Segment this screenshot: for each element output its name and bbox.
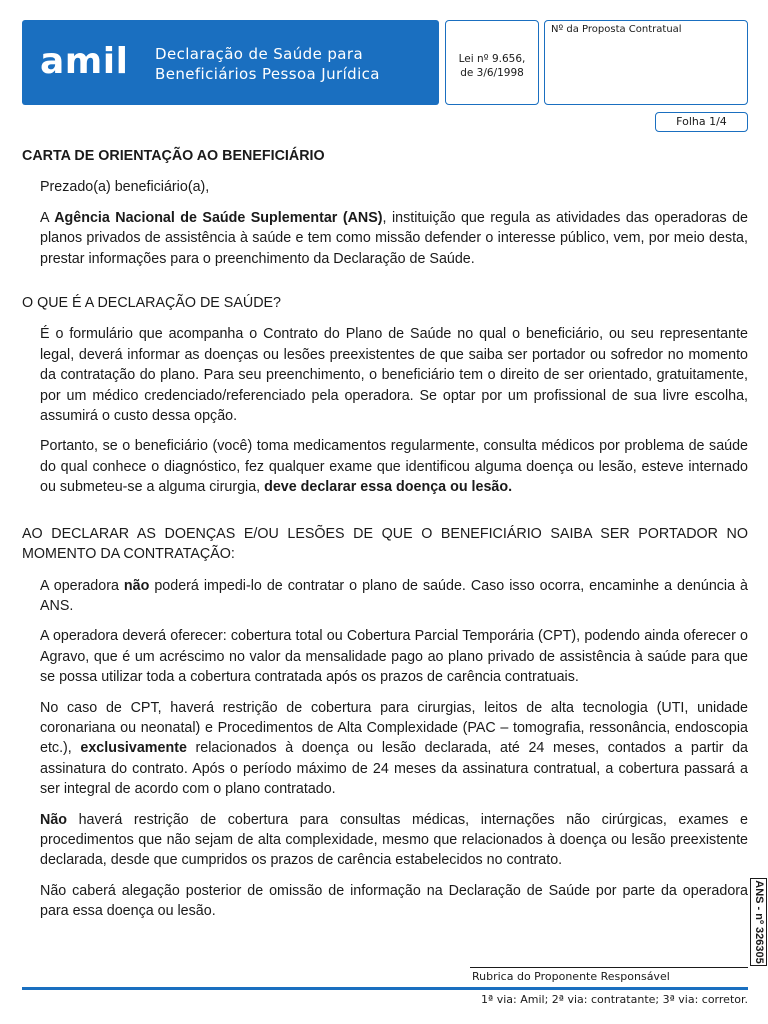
header-brand-banner xyxy=(22,20,439,105)
signature-line xyxy=(470,967,748,968)
paragraph: A operadora não poderá impedi-lo de contratar o plano de saúde. Caso isso ocorra, encaminhe a denúncia à ANS. xyxy=(40,577,749,614)
document-title-line1: Declaração de Saúde para xyxy=(155,45,364,63)
document-title xyxy=(155,44,435,84)
law-reference-box xyxy=(445,20,539,105)
ans-registration-text: ANS - nº 326305 xyxy=(752,880,765,964)
paragraph: É o formulário que acompanha o Contrato do Plano de Saúde no qual o beneficiário, ou seu representante legal, deverá informar as doenças ou lesões preexistentes de que saiba ser portador ou sofredor no momento da contratação do plano. Para seu preenchimento, o beneficiário tem o direito de ser orientado, gratuitamente, por um médico credenciado/referenciado pela operadora. Se optar por um profissional de sua livre escolha, assumirá o custo dessa opção. xyxy=(40,326,748,425)
ans-registration-stamp xyxy=(750,878,767,966)
footer-divider xyxy=(22,987,748,990)
document-body xyxy=(22,146,748,922)
copies-distribution-note: 1ª via: Amil; 2ª via: contratante; 3ª via: corretor. xyxy=(481,993,748,1006)
signature-label: Rubrica do Proponente Responsável xyxy=(472,970,670,983)
paragraph: Prezado(a) beneficiário(a), xyxy=(40,179,210,196)
amil-logo: amil xyxy=(40,41,129,82)
page-number-badge: Folha 1/4 xyxy=(655,112,748,132)
section-title: CARTA DE ORIENTAÇÃO AO BENEFICIÁRIO xyxy=(22,148,325,164)
paragraph: A operadora deverá oferecer: cobertura total ou Cobertura Parcial Temporária (CPT), podendo ainda oferecer o Agravo, que é um acréscimo no valor da mensalidade pago ao plano privado de assistência à saúde para que se possa utilizar toda a cobertura contratada após os prazos de carência contratuais. xyxy=(40,628,748,686)
law-reference-line1: Lei nº 9.656, xyxy=(458,53,526,65)
section-title: O QUE É A DECLARAÇÃO DE SAÚDE? xyxy=(22,295,282,312)
paragraph: A Agência Nacional de Saúde Suplementar (ANS), instituição que regula as atividades das operadoras de planos privados de assistência à saúde e tem como missão defender o interesse público, vem, por meio desta, prestar informações para o preenchimento da Declaração de Saúde. xyxy=(40,209,748,267)
law-reference-line2: de 3/6/1998 xyxy=(460,67,524,79)
paragraph: Não caberá alegação posterior de omissão de informação na Declaração de Saúde por parte da operadora para essa doença ou lesão. xyxy=(40,882,748,920)
paragraph: Não haverá restrição de cobertura para consultas médicas, internações não cirúrgicas, exames e procedimentos que não sejam de alta complexidade, mesmo que relacionados à doença ou lesão preexistente declarada, desde que cumpridos os prazos de carência estabelecidos no contrato. xyxy=(40,811,748,869)
paragraph: Portanto, se o beneficiário (você) toma medicamentos regularmente, consulta médicos por problema de saúde do qual conhece o diagnóstico, fez qualquer exame que identificou alguma doença ou lesão, esteve internado ou submeteu-se a alguma cirurgia, deve declarar essa doença ou lesão. xyxy=(40,438,748,496)
proposal-number-label: Nº da Proposta Contratual xyxy=(551,24,682,35)
section-title: AO DECLARAR AS DOENÇAS E/OU LESÕES DE QUE O BENEFICIÁRIO SAIBA SER PORTADOR NO MOMENTO DA CONTRATAÇÃO: xyxy=(22,525,748,563)
paragraph: No caso de CPT, haverá restrição de cobertura para cirurgias, leitos de alta tecnologia (UTI, unidade coronariana ou neonatal) e Procedimentos de Alta Complexidade (PAC – tomografia, ressonância, endoscopia etc.), exclusivamente relacionados à doença ou lesão declarada, até 24 meses, contados a partir da assinatura do contrato. Após o período máximo de 24 meses da assinatura contratual, a cobertura passará a ser integral de acordo com o plano contratado. xyxy=(40,699,748,798)
document-title-line2: Beneficiários Pessoa Jurídica xyxy=(155,65,380,83)
proposal-number-field[interactable] xyxy=(544,20,748,105)
